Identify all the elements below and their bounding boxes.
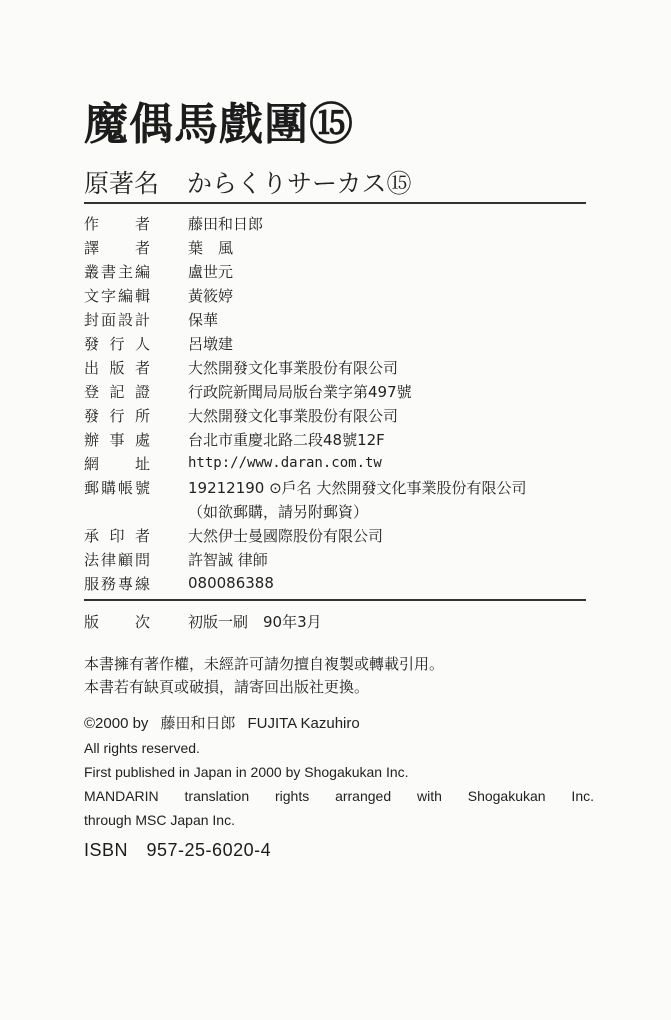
credit-label: 登記證 <box>84 382 150 401</box>
credit-label: 封面設計 <box>84 310 150 329</box>
note-line: 本書若有缺頁或破損，請寄回出版社更換。 <box>84 678 370 696</box>
original-title-label: 原著名 <box>84 169 160 198</box>
credit-value: 黃筱婷 <box>188 286 234 305</box>
credit-label: 譯 者 <box>84 238 150 257</box>
credit-row <box>84 571 594 595</box>
credit-label: 叢書主編 <box>84 262 150 281</box>
credit-label: 郵購帳號 <box>84 478 150 497</box>
credit-value: 19212190 ⊙戶名 大然開發文化事業股份有限公司 <box>188 478 527 497</box>
credit-row <box>84 283 594 307</box>
credit-label: 文字編輯 <box>84 286 150 305</box>
edition-row <box>84 609 594 633</box>
middle-divider <box>84 599 586 601</box>
credits-list <box>84 211 594 595</box>
credit-row <box>84 355 594 379</box>
credit-label: 辦事處 <box>84 430 150 449</box>
credit-value: 大然開發文化事業股份有限公司 <box>188 358 399 377</box>
credit-value: 080086388 <box>188 574 274 592</box>
credit-value: 大然伊士曼國際股份有限公司 <box>188 526 384 545</box>
credit-row <box>84 259 594 283</box>
credit-label: 出版者 <box>84 358 150 377</box>
credit-row <box>84 403 594 427</box>
credit-row <box>84 235 594 259</box>
credit-label: 承印者 <box>84 526 150 545</box>
website-value: http://www.daran.com.tw <box>188 455 382 471</box>
copyright-year: ©2000 by <box>84 715 149 732</box>
credit-row <box>84 331 594 355</box>
credit-label: 網 址 <box>84 454 150 473</box>
credit-value: 許智誠 律師 <box>188 550 268 569</box>
edition-label: 版 次 <box>84 612 150 631</box>
credit-row <box>84 307 594 331</box>
credit-value: 藤田和日郎 <box>188 214 264 233</box>
credit-row <box>84 211 594 235</box>
credit-label: 服務專線 <box>84 574 150 593</box>
credit-label: 法律顧問 <box>84 550 150 569</box>
credit-value: 保華 <box>188 310 219 329</box>
copyright-author-en: FUJITA Kazuhiro <box>247 715 360 732</box>
copyright-author-jp: 藤田和日郎 <box>160 715 236 732</box>
rights-line: MANDARIN translation rights arranged with Shogakukan Inc. <box>84 788 594 804</box>
credit-value: 行政院新聞局局版台業字第497號 <box>188 382 412 401</box>
note-line: 本書擁有著作權，未經許可請勿擅自複製或轉載引用。 <box>84 655 445 673</box>
credit-label: 作 者 <box>84 214 150 233</box>
credit-row <box>84 475 594 499</box>
rights-line: All rights reserved. <box>84 740 200 756</box>
rights-line: First published in Japan in 2000 by Shogakukan Inc. <box>84 764 409 780</box>
credit-value: 葉 風 <box>188 238 234 257</box>
credit-label: 發行所 <box>84 406 150 425</box>
credit-value: 呂墩建 <box>188 334 234 353</box>
isbn: ISBN 957-25-6020-4 <box>84 840 272 860</box>
credit-value: 台北市重慶北路二段48號12F <box>188 430 385 449</box>
rights-line: through MSC Japan Inc. <box>84 812 235 828</box>
copyright-notes <box>84 653 444 699</box>
credit-row <box>84 379 594 403</box>
credit-label: 發行人 <box>84 334 150 353</box>
credit-row <box>84 427 594 451</box>
credit-row <box>84 547 594 571</box>
english-block <box>84 712 594 832</box>
original-title-value: からくりサーカス⑮ <box>187 169 412 198</box>
credit-value: 盧世元 <box>188 262 234 281</box>
original-title <box>84 164 412 200</box>
credit-row <box>84 451 594 475</box>
copyright-line <box>84 712 594 736</box>
credit-row <box>84 499 594 523</box>
book-title: 魔偶馬戲團⑮ <box>84 99 354 150</box>
credit-value: 大然開發文化事業股份有限公司 <box>188 406 399 425</box>
edition-value: 初版一刷 90年3月 <box>188 612 322 631</box>
credit-value: （如欲郵購，請另附郵資） <box>188 502 369 521</box>
credit-row <box>84 523 594 547</box>
top-divider <box>84 202 586 204</box>
